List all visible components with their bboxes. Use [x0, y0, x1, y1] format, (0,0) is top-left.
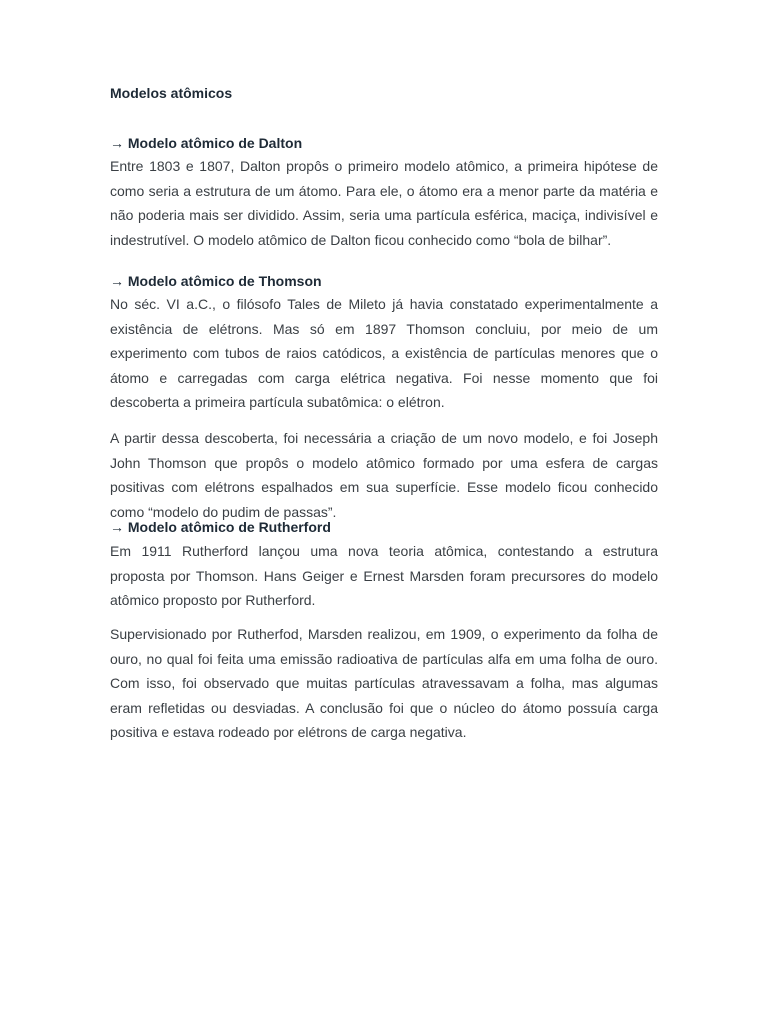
paragraph-line: não poderia mais ser dividido. Assim, seria uma partícula esférica, maciça, indivisível e: [110, 207, 658, 224]
paragraph-line: Em 1911 Rutherford lançou uma nova teoria atômica, contestando a estrutura: [110, 543, 658, 559]
paragraph-line: No séc. VI a.C., o filósofo Tales de Mileto já havia constatado experimentalmente a: [110, 296, 658, 312]
paragraph-thomson-2: [110, 426, 658, 524]
paragraph-line: proposta por Thomson. Hans Geiger e Ernest Marsden foram precursores do modelo: [110, 567, 658, 584]
paragraph-line: positiva e estava rodeado por elétrons de carga negativa.: [110, 724, 467, 741]
paragraph-line: John Thomson que propôs o modelo atômico formado por uma esfera de cargas: [110, 454, 658, 471]
section-heading-rutherford: → Modelo atômico de Rutherford: [110, 519, 331, 535]
paragraph-line: átomo e carregadas com carga elétrica negativa. Foi nesse momento que foi: [110, 369, 658, 386]
paragraph-line: descoberta a primeira partícula subatômica: o elétron.: [110, 394, 445, 411]
paragraph-line: ouro, no qual foi feita uma emissão radioativa de partículas alfa em uma folha de ouro.: [110, 650, 658, 667]
paragraph-line: Com isso, foi observado que muitas partículas atravessavam a folha, mas algumas: [110, 675, 658, 692]
paragraph-line: existência de elétrons. Mas só em 1897 Thomson concluiu, por meio de um: [110, 320, 658, 337]
paragraph-line: positivas com elétrons espalhados em sua superfície. Esse modelo ficou conhecido: [110, 479, 658, 496]
paragraph-dalton-1: [110, 154, 658, 252]
paragraph-line: como “modelo do pudim de passas”.: [110, 503, 337, 520]
paragraph-line: Entre 1803 e 1807, Dalton propôs o primeiro modelo atômico, a primeira hipótese de: [110, 158, 658, 174]
paragraph-rutherford-1: [110, 539, 658, 613]
paragraph-line: atômico proposto por Rutherford.: [110, 592, 316, 609]
paragraph-thomson-1: [110, 292, 658, 415]
paragraph-line: Supervisionado por Rutherfod, Marsden realizou, em 1909, o experimento da folha de: [110, 626, 658, 642]
paragraph-line: A partir dessa descoberta, foi necessária a criação de um novo modelo, e foi Joseph: [110, 430, 658, 446]
paragraph-line: experimento com tubos de raios catódicos, a existência de partículas menores que o: [110, 345, 658, 362]
paragraph-line: indestrutível. O modelo atômico de Dalton ficou conhecido como “bola de bilhar”.: [110, 231, 612, 248]
paragraph-rutherford-2: [110, 622, 658, 745]
page-title: Modelos atômicos: [110, 85, 233, 101]
paragraph-line: eram refletidas ou desviadas. A conclusão foi que o núcleo do átomo possuía carga: [110, 699, 658, 716]
section-heading-thomson: → Modelo atômico de Thomson: [110, 273, 322, 289]
paragraph-line: como seria a estrutura de um átomo. Para ele, o átomo era a menor parte da matéria e: [110, 182, 658, 199]
section-heading-dalton: → Modelo atômico de Dalton: [110, 135, 303, 151]
